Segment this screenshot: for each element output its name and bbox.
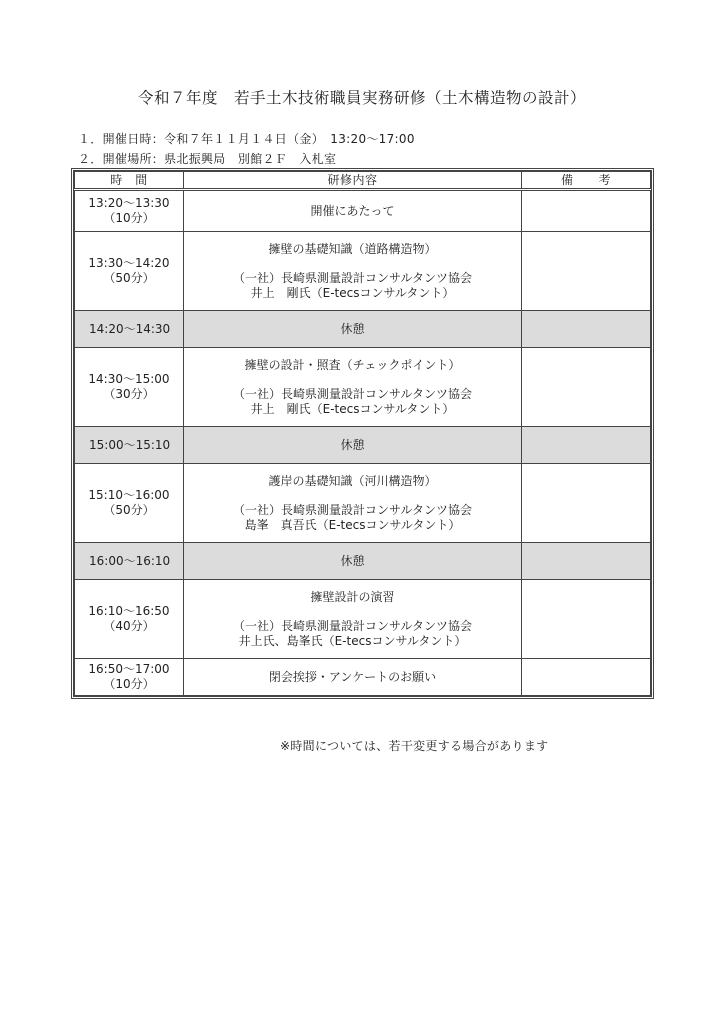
session-topic: 擁壁設計の演習	[310, 589, 395, 604]
content-cell	[184, 580, 522, 659]
time-cell	[75, 311, 184, 348]
content-cell	[184, 543, 522, 580]
table-row	[75, 580, 651, 659]
session-topic: 開催にあたって	[310, 203, 395, 218]
duration: （50分）	[103, 503, 155, 517]
note-cell	[522, 543, 651, 580]
session-topic: 閉会挨拶・アンケートのお願い	[268, 669, 437, 684]
table-header-row	[75, 172, 651, 190]
duration: （40分）	[103, 619, 155, 633]
time-range: 16:50～17:00	[88, 662, 170, 676]
duration: （50分）	[103, 271, 155, 285]
table-row	[75, 348, 651, 427]
lecturer-name: 井上 剛氏（E-tecsコンサルタント）	[250, 401, 455, 416]
content-cell	[184, 427, 522, 464]
session-topic: 擁壁の基礎知識（道路構造物）	[268, 241, 437, 256]
table-row	[75, 232, 651, 311]
break-row	[75, 543, 651, 580]
break-label: 休憩	[340, 437, 365, 452]
event-date: １．開催日時：令和７年１１月１４日（金） 13:20～17:00	[78, 132, 415, 146]
table-row	[75, 659, 651, 696]
break-row	[75, 311, 651, 348]
time-cell	[75, 580, 184, 659]
time-cell	[75, 543, 184, 580]
note-cell	[522, 580, 651, 659]
time-cell	[75, 232, 184, 311]
table-row	[75, 464, 651, 543]
time-cell	[75, 190, 184, 232]
time-range: 16:00～16:10	[89, 553, 171, 568]
lecturer-organization: （一社）長崎県測量設計コンサルタンツ協会	[233, 502, 472, 517]
duration: （10分）	[103, 677, 155, 691]
schedule-table	[71, 168, 654, 699]
content-cell	[184, 348, 522, 427]
break-row	[75, 427, 651, 464]
lecturer-name: 井上 剛氏（E-tecsコンサルタント）	[250, 285, 455, 300]
lecturer-organization: （一社）長崎県測量設計コンサルタンツ協会	[233, 386, 472, 401]
content-cell	[184, 232, 522, 311]
content-cell	[184, 311, 522, 348]
header-content: 研修内容	[184, 172, 522, 190]
time-range: 13:30～14:20	[88, 256, 170, 270]
duration: （30分）	[103, 387, 155, 401]
header-note: 備 考	[522, 172, 651, 190]
time-cell	[75, 427, 184, 464]
header-time: 時 間	[75, 172, 184, 190]
time-range: 16:10～16:50	[88, 604, 170, 618]
note-cell	[522, 232, 651, 311]
content-cell	[184, 464, 522, 543]
time-range: 15:00～15:10	[89, 437, 171, 452]
time-range: 15:10～16:00	[88, 488, 170, 502]
content-cell	[184, 190, 522, 232]
document-title: 令和７年度 若手土木技術職員実務研修（土木構造物の設計）	[137, 89, 586, 107]
break-label: 休憩	[340, 321, 365, 336]
footnote: ※時間については、若干変更する場合があります	[280, 739, 549, 753]
session-topic: 擁壁の設計・照査（チェックポイント）	[244, 357, 461, 372]
lecturer-organization: （一社）長崎県測量設計コンサルタンツ協会	[233, 270, 472, 285]
note-cell	[522, 190, 651, 232]
duration: （10分）	[103, 211, 155, 225]
note-cell	[522, 311, 651, 348]
lecturer-organization: （一社）長崎県測量設計コンサルタンツ協会	[233, 618, 472, 633]
note-cell	[522, 348, 651, 427]
session-topic: 護岸の基礎知識（河川構造物）	[268, 473, 437, 488]
break-label: 休憩	[340, 553, 365, 568]
note-cell	[522, 427, 651, 464]
time-range: 14:20～14:30	[89, 321, 171, 336]
lecturer-name: 島峯 真吾氏（E-tecsコンサルタント）	[244, 517, 461, 532]
note-cell	[522, 659, 651, 696]
time-cell	[75, 464, 184, 543]
time-range: 14:30～15:00	[88, 372, 170, 386]
event-place: ２．開催場所：県北振興局 別館２Ｆ 入札室	[78, 152, 337, 166]
table-row	[75, 190, 651, 232]
time-cell	[75, 348, 184, 427]
time-range: 13:20～13:30	[88, 196, 170, 210]
note-cell	[522, 464, 651, 543]
lecturer-name: 井上氏、島峯氏（E-tecsコンサルタント）	[238, 633, 467, 648]
time-cell	[75, 659, 184, 696]
content-cell	[184, 659, 522, 696]
